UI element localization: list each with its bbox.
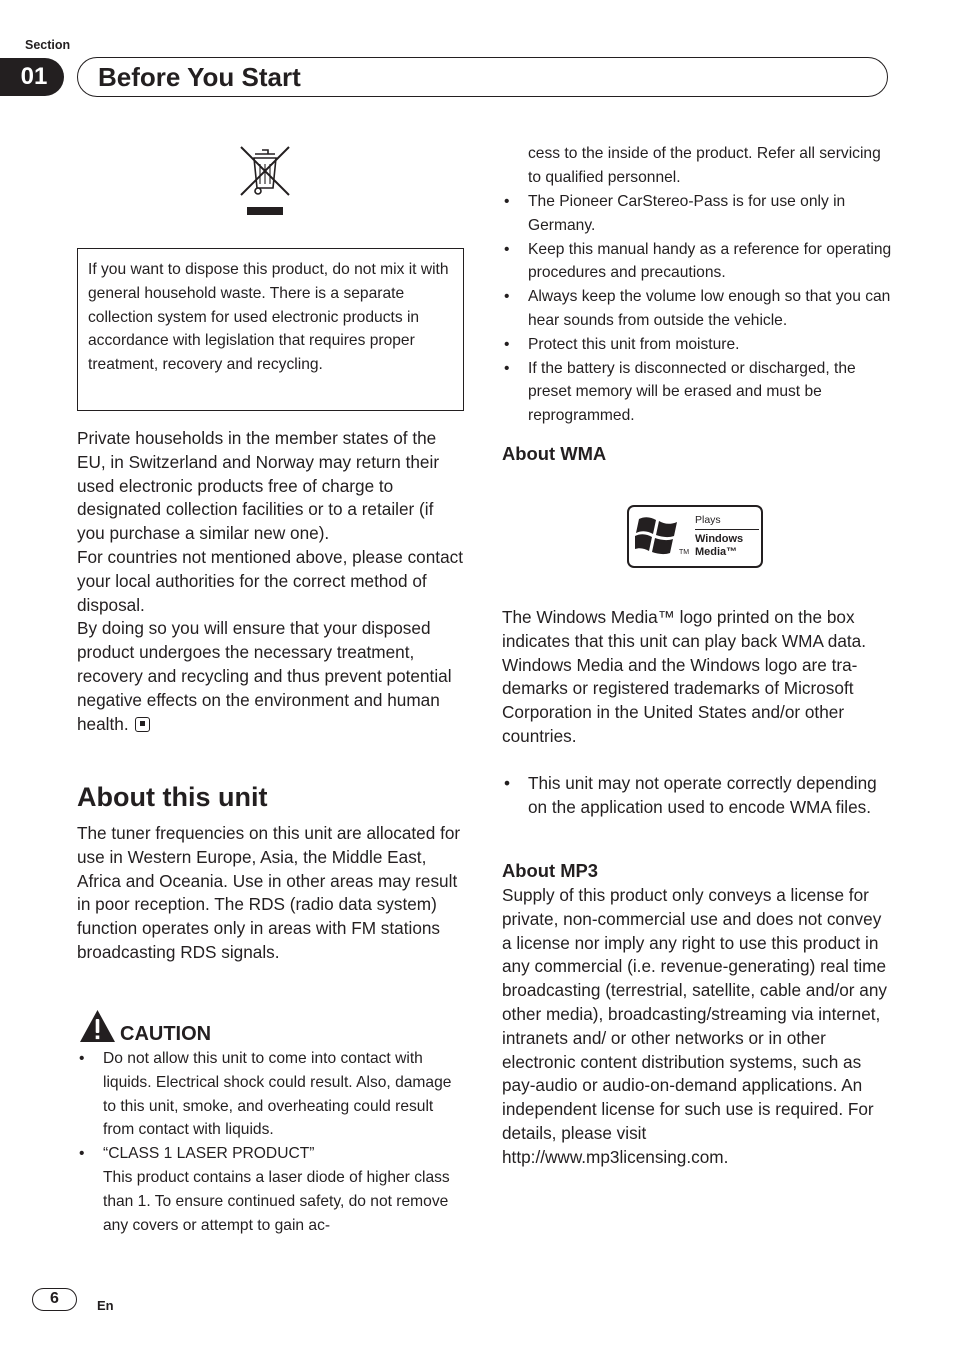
section-label: Section — [25, 38, 71, 52]
wma-paragraph-2: Windows Media and the Windows logo are trademarks or registered trademarks of Microsoft Corporation in the United States and/or other countries. — [502, 654, 858, 746]
caution-item: • Protect this unit from moisture. — [502, 333, 892, 357]
disposal-paragraph-3-text: By doing so you will ensure that your disposed product undergoes the necessary treatment, recovery and recycling and thus prevent potential negative effects on the environment and human health. — [77, 618, 452, 734]
caution-heading: CAUTION — [120, 1023, 212, 1045]
page-number: 6 — [32, 1288, 77, 1311]
logo-media-text: Media™ — [695, 546, 738, 558]
logo-windows-text: Windows — [695, 533, 744, 545]
wma-bullet: • This unit may not operate correctly depending on the application used to encode WMA files. — [502, 772, 894, 820]
windows-media-logo — [627, 505, 763, 568]
caution-item: • Always keep the volume low enough so that you can hear sounds from outside the vehicle. — [502, 285, 892, 333]
section-number: 01 — [0, 58, 64, 96]
laser-text-part-1: This product contains a laser diode of higher class than 1. To ensure continued safety, do not remove any covers or attempt to gain ac- — [103, 1169, 450, 1234]
mp3-licensing-link[interactable]: http://www.mp3licensing.com. — [502, 1146, 729, 1167]
caution-list-continued — [502, 190, 892, 428]
logo-tm-mark: TM — [679, 549, 690, 556]
disposal-text — [77, 427, 465, 736]
language-label: En — [97, 1298, 114, 1313]
mp3-body: Supply of this product only conveys a license for private, non-commercial use and does not convey a license nor imply any right to use this product in any commercial (i.e. revenue-generating) real time broadcasting (terrestrial, satellite, cable and/or any other media), broadcasting/streaming via internet, intranets and/ or other networks or in other electronic content distribution systems, such as pay-audio or audio-on-demand applications. An independent license for such use is required. For details, please visit — [502, 885, 888, 1143]
disposal-paragraph-1: Private households in the member states of the EU, in Switzerland and Norway may return their used electronic products free of charge to designated collection facilities or to a retailer (if you purchase a similar new one). — [77, 428, 440, 544]
caution-item: • If the battery is disconnected or discharged, the preset memory will be erased and must be reprogrammed. — [502, 357, 892, 428]
crossed-out-wheelie-bin-icon — [238, 144, 292, 218]
logo-plays-text: Plays — [695, 514, 721, 526]
warning-triangle-icon — [79, 1009, 116, 1043]
end-of-section-icon — [135, 717, 150, 732]
about-unit-body-block — [77, 822, 465, 965]
logo-divider — [695, 529, 759, 530]
caution-item: • The Pioneer CarStereo-Pass is for use only in Germany. — [502, 190, 892, 238]
disposal-paragraph-2: For countries not mentioned above, please contact your local authorities for the correct method of disposal. — [77, 546, 463, 615]
caution-list — [77, 1047, 465, 1166]
mp3-text — [502, 884, 894, 1170]
wma-list — [502, 772, 894, 820]
wma-paragraph-1: The Windows Media™ logo printed on the box indicates that this unit can play back WMA data. — [502, 607, 866, 651]
about-unit-heading: About this unit — [77, 782, 268, 812]
page-title: Before You Start — [98, 62, 301, 92]
disposal-notice-box — [77, 248, 464, 411]
disposal-paragraph-3 — [77, 617, 465, 736]
disposal-notice: If you want to dispose this product, do not mix it with general household waste. There is a separate collection system for used electronic products in accordance with legislation that requires proper treatment, recovery and recycling. — [88, 261, 449, 374]
wma-text — [502, 606, 894, 749]
about-mp3-heading: About MP3 — [502, 860, 599, 881]
caution-item: • Keep this manual handy as a reference for operating procedures and precautions. — [502, 238, 892, 286]
laser-text-part-2: cess to the inside of the product. Refer all servicing to qualified personnel. — [528, 145, 881, 186]
caution-item: • Do not allow this unit to come into contact with liquids. Electrical shock could result. Also, damage to this unit, smoke, and overheating could result from contact with liquids. — [77, 1047, 465, 1142]
about-unit-body: The tuner frequencies on this unit are allocated for use in Western Europe, Asia, the Middle East, Africa and Oceania. Use in other areas may result in poor reception. The RDS (radio data system) function operates only in areas with FM stations broadcasting RDS signals. — [77, 823, 461, 962]
windows-flag-icon — [635, 513, 681, 559]
caution-item: • “CLASS 1 LASER PRODUCT” — [77, 1142, 465, 1166]
logo-windows-media-text — [695, 533, 743, 559]
about-wma-heading: About WMA — [502, 443, 607, 464]
